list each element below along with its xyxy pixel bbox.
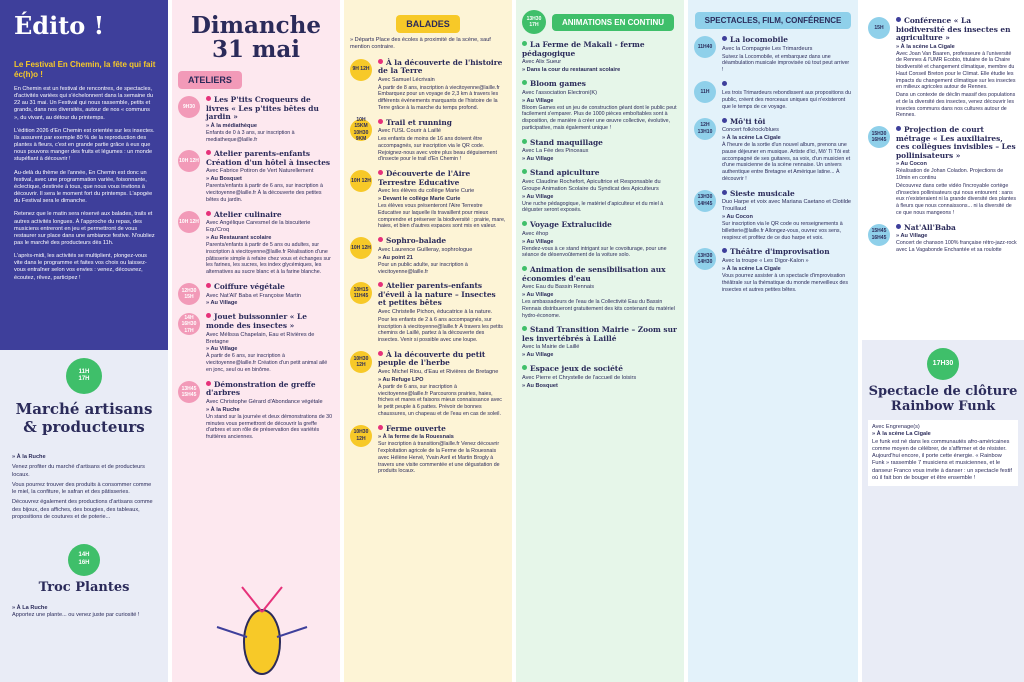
- event-where: » Au Bosquet: [206, 176, 334, 182]
- event-where: » Dans la cour du restaurant scolaire: [522, 67, 678, 73]
- marche-where: » À la Ruche: [12, 454, 46, 460]
- event-item: [350, 425, 506, 475]
- event-desc: Réalisation de Johan Coladon. Projections de 10min en continu: [896, 168, 1004, 182]
- event-who: Avec Christelle Pichon, éducatrice à la nature.: [378, 308, 493, 315]
- event-item: [868, 17, 1018, 119]
- edito-p5: L'après-midi, les activités se multiplient, plongez-vous vite dans le programme et faites vos choix ou laissez-vous entraîner selon vos envies : venez, découvrez, écoutez, rêvez, participez !: [14, 253, 147, 281]
- event-item: [868, 126, 1018, 216]
- event-body: [522, 365, 678, 389]
- troc-time-badge: 14H 16H: [68, 544, 100, 576]
- edito-p2: L'édition 2026 d'En Chemin est orientée sur les insectes. Ils assurent par exemple 80 % de la reproduction des plantes à fleurs, c'est en grande partie grâce à eux que nous pouvons manger des fruits et légumes : un monde stupéfiant à découvrir !: [14, 127, 155, 163]
- event-desc2: Dans un contexte de déclin massif des populations et de la diversité des insectes, venez découvrir les insectes communs dans nos cultures autour de Rennes.: [896, 92, 1016, 119]
- event-time-badge: 15H30 16H45: [868, 126, 890, 148]
- event-title: Stand maquillage: [522, 139, 678, 148]
- troc-title: Troc Plantes: [38, 579, 130, 595]
- event-desc: À partir de 6 ans, sur inscription à viecitoyenne@laille.fr Création d'un petit animal ailé en jonc, seul ou en binôme.: [206, 353, 328, 374]
- event-item: [178, 150, 334, 203]
- event-body: [896, 126, 1018, 216]
- event-time-badge: 13H30 14H45: [694, 190, 716, 212]
- event-body: [206, 381, 334, 441]
- anim-list: [522, 41, 678, 389]
- event-body: [522, 80, 678, 132]
- event-time-badge: 10H 12H: [178, 150, 200, 172]
- event-desc: À partir de 6 ans, sur inscription à viecitoyenne@laille.fr Parcourons prairies, haies, friches et mares et faisons mieux connaissance avec le petit peuple à 6 pattes. Prévoir de bonnes chaussures, un chapeau et de l'eau en cas de soleil.: [378, 383, 502, 417]
- event-who: Avec Pierre et Chrystelle de l'accueil de loisirs: [522, 374, 637, 381]
- event-title: Trail et running: [378, 119, 506, 128]
- cloture-card: [868, 420, 1018, 486]
- event-who: Avec la Mairie de Laillé: [522, 344, 580, 351]
- bullet-icon: [896, 126, 901, 131]
- event-title: Projection de court métrage « Les auxiliaires, ces collègues invisibles – Les pollinisateurs »: [896, 125, 1016, 160]
- event-desc: Bloom Games est un jeu de construction géant dont le public peut facilement s'emparer. Plus de 1000 pièces emboîtables sont à disposition, de manière à créer une œuvre collective, évolutive, participative, mais également unique !: [522, 104, 677, 131]
- event-body: [378, 282, 506, 344]
- event-item: [694, 81, 852, 111]
- event-item: [350, 119, 506, 164]
- event-time-badge: 12H30 15H: [178, 283, 200, 305]
- event-title: La locomobile: [722, 36, 852, 45]
- event-who: Avec Eau du Bassin Rennais: [522, 284, 595, 291]
- event-title: À la découverte du petit peuple de l'herbe: [378, 349, 486, 368]
- event-who: Avec Alix Sueur: [522, 59, 562, 66]
- event-body: [378, 170, 506, 230]
- event-time-badge: 10H30 12H: [350, 351, 372, 373]
- cloture-time-badge: 17H30: [927, 348, 959, 380]
- event-body: [206, 96, 334, 143]
- bullet-icon: [206, 283, 211, 288]
- event-body: [378, 59, 506, 112]
- day-title: Dimanche 31 mai: [190, 12, 321, 64]
- conf-list: [868, 17, 1018, 254]
- cloture-desc: Le funk est né dans les communautés afro-américaines comme moyen de célébrer, de s'affirmer et de résister. Aujourd'hui encore, il porte cette énergie. « Rainbow Funk » rassemble 7 musiciens et musiciennes, et le danseur Franco vous invite à danser : un spectacle festif où il fait bon de bouger et être ensemble !: [872, 438, 1012, 481]
- edito-title: Édito !: [14, 11, 105, 40]
- event-time-badge: 10H30 12H: [350, 425, 372, 447]
- bullet-icon: [378, 282, 383, 287]
- event-desc: Concert de chanson 100% française rétro-jazz-rock avec La Vagabonde Enchantée et sa roulotte: [896, 240, 1017, 253]
- event-where: » Devant le collège Marie Curie: [378, 196, 506, 202]
- balades-intro: » Départs Place des écoles à proximité de la scène, sauf mention contraire.: [350, 37, 491, 51]
- event-time-badge: 14H 16H30 17H: [178, 313, 200, 335]
- bullet-icon: [378, 59, 383, 64]
- bullet-icon: [378, 425, 383, 430]
- event-body: [522, 139, 678, 163]
- event-who: Avec la Compagnie Les Trimardeurs: [722, 45, 813, 52]
- event-title: Nat'All'Baba: [896, 224, 1018, 233]
- edito-p3: Au-delà du thème de l'année, En Chemin est donc un festival, avec une programmation variée, foisonnante, éclectique, destinée à tous, que nous vous invitons à découvrir. Il sera le moment fort du printemps. L'apogée du Festival sera le dimanche.: [14, 169, 153, 205]
- event-where: » Au Cocon: [722, 214, 852, 220]
- event-where: » Au Village: [522, 292, 678, 298]
- event-title: Ferme ouverte: [378, 425, 506, 434]
- ateliers-list: [178, 96, 334, 441]
- edito-p4: Retenez que le matin sera réservé aux balades, trails et autres activités longues. À l'approche du repas, des musiciens entreront en jeu et permettront de vous restaurer sur place dans une ambiance festive. N'oubliez pas le marché des producteurs dès 11h.: [14, 211, 155, 246]
- event-item: [868, 224, 1018, 254]
- event-who: Avec êhop: [522, 230, 549, 237]
- event-title: Stand Transition Mairie – Zoom sur les invertébrés à Laillé: [522, 325, 677, 343]
- event-where: » À la Ruche: [206, 407, 334, 413]
- event-who: Avec Christophe Gérard d'Abondance végétale: [206, 398, 323, 405]
- event-title: Sieste musicale: [722, 190, 852, 199]
- marche-time-badge: 11H 17H: [66, 358, 102, 394]
- event-time-badge: 11H40: [694, 36, 716, 58]
- event-title: Animation de sensibilisation aux économies d'eau: [522, 265, 666, 283]
- event-time-badge: 15H45 16H45: [868, 224, 890, 246]
- event-time-badge: 9H30: [178, 96, 200, 118]
- event-body: [522, 221, 678, 259]
- event-where: » Au Restaurant scolaire: [206, 235, 334, 241]
- event-title: Atelier parents-enfants Création d'un hôtel à insectes: [206, 149, 331, 167]
- event-title: Démonstration de greffe d'arbres: [206, 379, 316, 398]
- event-title: À la découverte de l'histoire de la Terre: [378, 57, 503, 76]
- edito-block: [0, 0, 168, 350]
- bullet-icon: [378, 237, 383, 242]
- event-body: [378, 351, 506, 418]
- bullet-icon: [722, 36, 727, 41]
- column-ateliers: [172, 0, 340, 682]
- bullet-icon: [522, 221, 527, 226]
- event-item: [694, 118, 852, 183]
- event-where: » Au Village: [522, 98, 678, 104]
- cloture-block: [862, 340, 1024, 494]
- event-who: Avec l'association Electroni(K): [522, 89, 597, 96]
- event-item: [178, 381, 334, 441]
- event-item: [522, 365, 678, 389]
- cloture-who: Avec Engrenage(s): [872, 424, 920, 430]
- event-desc: Parents/enfants à partir de 5 ans ou adultes, sur inscription à viecitoyenne@laille.fr Réalisation d'une pâtisserie simple à refaire chez vous et échanges sur les farines, les sucres, les index glycémiques, les alternatives au sucre blanc et à la farine blanche.: [206, 242, 331, 276]
- bullet-icon: [722, 190, 727, 195]
- event-body: [378, 237, 506, 275]
- event-time-badge: 13H45 15H45: [178, 381, 200, 403]
- event-where: » À la scène La Cigale: [722, 135, 852, 141]
- event-where: » Au Village: [522, 239, 678, 245]
- event-body: [378, 425, 506, 475]
- event-who: Avec l'USL Courir à Laillé: [378, 128, 441, 135]
- column-conferences: [862, 0, 1024, 682]
- event-who: Avec Laurence Guilleray, sophrologue: [378, 246, 473, 253]
- event-where: » À la scène La Cigale: [896, 44, 1018, 50]
- bullet-icon: [722, 118, 727, 123]
- event-who: Concert folk/rock/blues: [722, 127, 779, 134]
- event-desc: Les enfants de moins de 16 ans doivent être accompagnés, sur inscription via le QR code. Rejoignez-nous avec votre plus beau déguisement d'insecte pour le trail d'En Chemin !: [378, 136, 497, 163]
- event-desc: Sur inscription à transition@laille.fr Venez découvrir l'exploitation agricole de la Ferme de la Rouesnais avec Hélène Hervé, Yvain Avril et Martin Brogly à travers une visite commentée et une dégustation de produits locaux.: [378, 441, 500, 475]
- event-where: » À la médiathèque: [206, 123, 334, 129]
- bullet-icon: [522, 80, 527, 85]
- event-item: [178, 211, 334, 276]
- event-desc: Les ambassadeurs de l'eau de la Collectivité Eau du Bassin Rennais distribueront gratuitement des kits contenant du matériel hydro-économe.: [522, 299, 675, 319]
- event-body: [722, 190, 852, 242]
- event-desc: Pour les enfants de 2 à 6 ans accompagnés, sur inscription à viecitoyenne@laille.fr À travers les petits chemins de Laillé, partez à la découverte des insectes. Venir si possible avec une loupe.: [378, 316, 503, 344]
- event-body: [206, 313, 334, 373]
- bullet-icon: [206, 313, 211, 318]
- event-item: [350, 237, 506, 275]
- event-body: [206, 211, 334, 276]
- event-title: Conférence « La biodiversité des insectes en agriculture »: [896, 16, 1011, 43]
- event-who: Avec Fabrice Potiron de Vert Naturellement: [206, 168, 314, 175]
- event-desc: À l'heure de la sortie d'un nouvel album, prenons une pause déjeuner en musique. Artiste d'ici, Mô' Ti Tôi est accompagné de ses guitares, sa voix, d'un musicien et d'une musicienne de la scène rennaise. Un univers authentique entre Bretagne et Amérique latine... À découvrir !: [722, 142, 851, 182]
- marche-block: [0, 350, 168, 627]
- bullet-icon: [206, 381, 211, 386]
- event-desc: Pour un public adulte, sur inscription à viecitoyenne@laille.fr: [378, 261, 468, 275]
- event-body: [722, 118, 852, 183]
- event-title: Espace jeux de société: [522, 365, 678, 374]
- event-item: [350, 282, 506, 344]
- event-item: [350, 351, 506, 418]
- anim-time-badge: 13H30 17H: [522, 10, 546, 34]
- event-who: Avec Michel Riou, d'Eau et Rivières de Bretagne: [378, 368, 499, 375]
- event-title: Atelier culinaire: [206, 211, 334, 220]
- event-item: [178, 283, 334, 307]
- bullet-icon: [378, 351, 383, 356]
- event-desc: Une ruche pédagogique, le matériel d'apiculteur et du miel à déguster seront exposés.: [522, 200, 664, 214]
- cloture-where: » À la scène La Cigale: [872, 431, 931, 438]
- event-time-badge: 10H 15KM 10H30 9KM: [350, 119, 372, 141]
- event-desc: Sur inscription via le QR code ou renseignements à billetterie@laille.fr Allongez-vous, ouvrez vos sens, respirez et profitez de ce duo harpe et voix.: [722, 221, 843, 241]
- event-where: » Au Village: [522, 352, 678, 358]
- bullet-icon: [522, 169, 527, 174]
- event-where: » À la scène La Cigale: [722, 266, 852, 272]
- event-title: Atelier parents-enfants d'éveil à la nature – Insectes et petites bêtes: [378, 281, 496, 308]
- event-time-badge: 12H 13H10: [694, 118, 716, 140]
- cloture-title: Spectacle de clôture Rainbow Funk: [868, 384, 1018, 414]
- column-spectacles: [688, 0, 858, 682]
- event-body: [722, 36, 852, 74]
- event-where: » Au Bosquet: [522, 383, 678, 389]
- event-title: Stand apiculture: [522, 169, 678, 178]
- event-title: [722, 81, 852, 90]
- event-where: » Au Village: [522, 194, 678, 200]
- event-desc: Parents/enfants à partir de 6 ans, sur inscription à viecitoyenne@laille.fr À la découverte des petites bêtes du jardin.: [206, 183, 323, 203]
- event-item: [178, 96, 334, 143]
- marche-desc1: Venez profiter du marché d'artisans et de producteurs locaux.: [12, 464, 145, 478]
- event-desc: Suivez la Locomobile, et embarquez dans une déambulation musicale improvisée où tout peut arriver !: [722, 53, 850, 74]
- bullet-icon: [722, 248, 727, 253]
- event-title: Coiffure végétale: [206, 283, 334, 292]
- event-desc: Vous pourrez assister à un spectacle d'improvisation théâtrale sur la thématique du monde merveilleux des insectes et autres petites bêtes.: [722, 272, 849, 293]
- column-balades: [344, 0, 512, 682]
- event-where: » Au Village: [522, 156, 678, 162]
- anim-header: ANIMATIONS EN CONTINU: [552, 14, 674, 31]
- event-title: Découverte de l'Aire Terrestre Educative: [378, 169, 471, 187]
- event-time-badge: 10H15 11H45: [350, 282, 372, 304]
- event-title: Mô'ti tôi: [722, 118, 852, 127]
- marche-desc2: Vous pourrez trouver des produits à consommer comme le miel, la confiture, le safran et des pâtisseries.: [12, 481, 152, 496]
- event-item: [522, 266, 678, 319]
- column-animations: [516, 0, 684, 682]
- marche-title: Marché artisans & producteurs: [15, 400, 153, 436]
- event-who: Avec Nat'All' Baba et Françoise Martin: [206, 292, 301, 299]
- event-item: [522, 139, 678, 163]
- bullet-icon: [206, 211, 211, 216]
- event-title: Théâtre d'improvisation: [722, 248, 852, 257]
- event-body: [896, 224, 1018, 254]
- event-time-badge: 11H: [694, 81, 716, 103]
- bullet-icon: [896, 224, 901, 229]
- ateliers-header: ATELIERS: [178, 71, 242, 89]
- event-body: [522, 266, 678, 319]
- event-desc: Enfants de 0 à 3 ans, sur inscription à mediatheque@laille.fr: [206, 129, 295, 143]
- event-item: [694, 248, 852, 293]
- event-body: [378, 119, 506, 164]
- event-where: » Au Refuge LPO: [378, 377, 506, 383]
- bullet-icon: [522, 365, 527, 370]
- troc-desc: Apportez une plante... ou venez juste par curiosité !: [12, 611, 140, 618]
- event-body: [522, 169, 678, 214]
- bullet-icon: [522, 266, 527, 271]
- event-item: [694, 36, 852, 74]
- event-desc: Les élèves vous présenteront l'Aire Terrestre Educative sur laquelle ils travaillent pour mieux comprendre et préserver la biodiversité : prairie, mare, haies, et bien d'autres espaces sont mis en valeur.: [378, 203, 506, 230]
- balades-header: BALADES: [396, 15, 460, 33]
- bullet-icon: [206, 150, 211, 155]
- event-title: Bloom games: [522, 80, 678, 89]
- event-body: [896, 17, 1018, 119]
- event-item: [522, 221, 678, 259]
- event-title: Sophro-balade: [378, 237, 506, 246]
- event-item: [522, 169, 678, 214]
- event-where: » Au Cocon: [896, 161, 1018, 167]
- event-item: [522, 41, 678, 73]
- event-title: Jouet buissonnier « Le monde des insectes »: [206, 312, 307, 330]
- event-who: Duo Harpe et voix avec Mariana Caetano et Clotilde Trouillaud: [722, 199, 852, 213]
- spect-header: SPECTACLES, FILM, CONFÉRENCE: [695, 12, 852, 29]
- event-who: Avec La Fée des Pinceaux: [522, 148, 589, 155]
- event-body: [722, 248, 852, 293]
- event-where: » Au Village: [206, 300, 334, 306]
- bullet-icon: [522, 139, 527, 144]
- event-where: » Au point 21: [378, 255, 506, 261]
- event-item: [350, 59, 506, 112]
- conf-block: [862, 0, 1024, 340]
- event-desc: À partir de 8 ans, inscription à viecitoyenne@laille.fr Embarquez pour un voyage de 2,3 km à travers les différents événements marquants de l'histoire de la Terre grâce à la marche du temps profond.: [378, 84, 500, 111]
- event-title: Les P'tits Croqueurs de livres « Les p'tites bêtes du jardin »: [206, 95, 319, 122]
- event-item: [522, 80, 678, 132]
- beetle-illustration: [202, 582, 322, 682]
- event-title: Voyage Extraluciide: [522, 221, 678, 230]
- event-who: Avec la troupe « Les Digor-Kalon »: [722, 258, 809, 264]
- event-desc: Un stand sur la journée et deux démonstrations de 30 minutes vous permettront de découvrir la greffe d'arbres et son rôle de préservation des variétés fruitières anciennes.: [206, 413, 333, 441]
- bullet-icon: [378, 119, 383, 124]
- event-who: Avec Samuel Lécrivain: [378, 76, 435, 83]
- event-title: La Ferme de Makali - ferme pédagogique: [522, 40, 645, 58]
- edito-p1: En Chemin est un festival de rencontres, de spectacles, d'activités variées qui s'échelonnent dans la semaine du 22 au 31 mai. Un Festival qui nous rassemble, petits et grands, dans nos diversités, autour de nos « communs », du vivant, au détour du printemps.: [14, 86, 153, 121]
- event-item: [178, 313, 334, 373]
- bullet-icon: [206, 96, 211, 101]
- event-desc: Avec Joan Van Baaren, professeure à l'université de Rennes & l'UMR Ecobio, titulaire de la Chaire biodiversité et changement climatique, membre du Haut Conseil Breton pour le Climat. Elle étudie les impacts du changement climatique sur les insectes en milieux agricoles autour de Rennes.: [896, 50, 1016, 91]
- event-time-badge: 9H 12H: [350, 59, 372, 81]
- event-body: [206, 283, 334, 307]
- event-where: » Au Village: [896, 233, 1018, 239]
- event-body: [722, 81, 852, 111]
- event-where: » Au Village: [206, 346, 334, 352]
- event-desc: Rendez-vous à ce stand intrigant sur le covoiturage, pour une séance de désenvoûtement de la voiture solo.: [522, 245, 667, 259]
- event-time-badge: 10H 12H: [350, 237, 372, 259]
- event-body: [522, 326, 678, 358]
- spect-list: [694, 36, 852, 293]
- event-where: » À la ferme de la Rouesnais: [378, 434, 506, 440]
- bullet-icon: [522, 41, 527, 46]
- event-time-badge: 10H 12H: [178, 211, 200, 233]
- event-who: Avec Mélissa Chapelain, Eau et Rivières de Bretagne: [206, 331, 315, 345]
- event-item: [694, 190, 852, 242]
- event-desc2: Découvrez dans cette vidéo l'incroyable cortège d'insectes pollinisateurs qui nous entourent : sans eux n'existeraient ni la grande diversité des plantes à fleurs que nous connaissons... ni la diversité de ce que nous mangeons !: [896, 182, 1016, 216]
- event-who: Avec Claudine Rochefort, Apicultrice et Responsable du Groupe Animation Scolaire du Syndicat des Apiculteurs: [522, 178, 661, 192]
- event-body: [206, 150, 334, 203]
- event-time-badge: 10H 12H: [350, 170, 372, 192]
- event-desc: Les trois Trimardeurs rebondissent aux propositions du public, créent des morceaux uniques qui n'existeront que le temps de ce voyage.: [722, 90, 851, 110]
- event-time-badge: 13H30 14H30: [694, 248, 716, 270]
- bullet-icon: [522, 326, 527, 331]
- troc-where: » À La Ruche: [12, 604, 48, 611]
- event-item: [522, 326, 678, 358]
- bullet-icon: [378, 170, 383, 175]
- bullet-icon: [722, 81, 727, 86]
- event-who: Avec Angélique Caresmel de la biscuiterie Equ'Croq: [206, 220, 311, 234]
- event-item: [350, 170, 506, 230]
- balades-list: [350, 59, 506, 476]
- event-who: Avec les élèves du collège Marie Curie: [378, 188, 475, 195]
- edito-subtitle: Le Festival En Chemin, la fête qui fait éc(h)o !: [14, 60, 156, 79]
- event-time-badge: 15H: [868, 17, 890, 39]
- event-body: [522, 41, 678, 73]
- bullet-icon: [896, 17, 901, 22]
- marche-desc3: Découvrez également des productions d'artisans comme des bijoux, des affiches, des bougies, des tableaux, propositions de coutures et de poterie...: [12, 499, 153, 520]
- column-edito: [0, 0, 168, 682]
